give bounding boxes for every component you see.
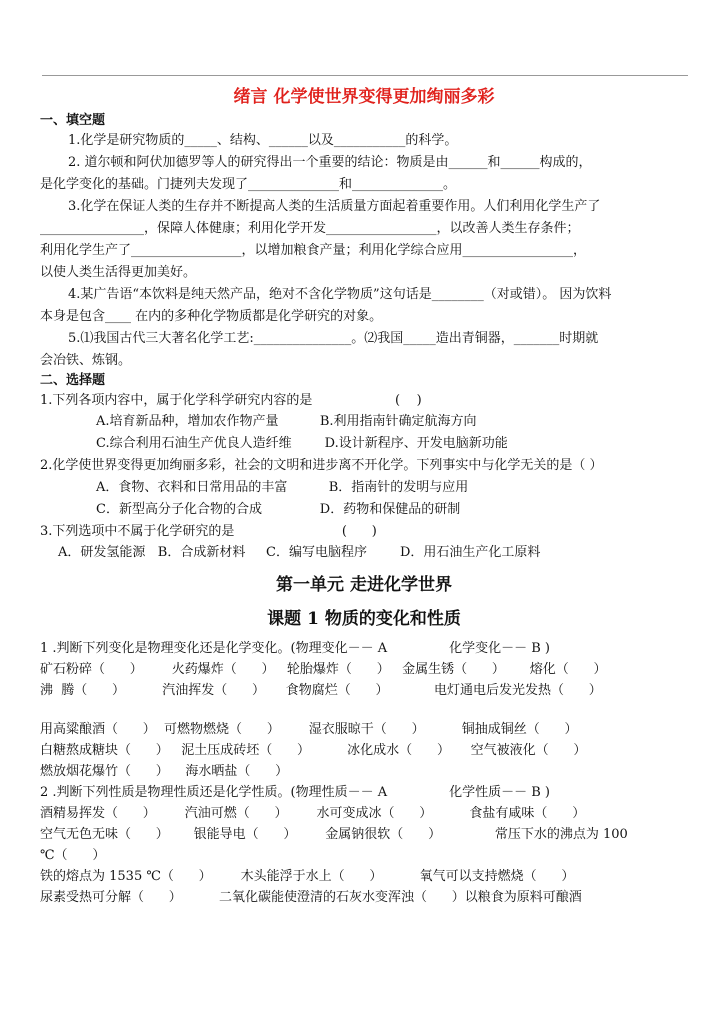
unit-title: 第一单元 走进化学世界 [276, 575, 452, 595]
change-question: 1 .判断下列变化是物理变化还是化学变化。(物理变化－－ A 化学变化－－ B ) [40, 641, 551, 656]
choice-q2-options-cd: C．新型高分子化合物的合成 D．药物和保健品的研制 [96, 502, 461, 517]
property-row-3: 铁的熔点为 1535 ℃（ ） 木头能浮于水上（ ） 氧气可以支持燃烧（ ） [40, 869, 575, 884]
fill-q1: 1.化学是研究物质的_____、结构、______以及___________的科学。 [68, 133, 458, 148]
section1-heading: 一、填空题 [40, 113, 106, 128]
property-row-2-cont: ℃（ ） [40, 848, 106, 863]
change-row-1: 矿石粉碎（ ） 火药爆炸（ ） 轮胎爆炸（ ） 金属生锈（ ） 熔化（ ） [40, 662, 607, 677]
choice-q2: 2.化学使世界变得更加绚丽多彩，社会的文明和进步离不开化学。下列事实中与化学无关的是（ ） [40, 458, 603, 473]
property-question: 2 .判断下列性质是物理性质还是化学性质。(物理性质－－ A 化学性质－－ B ) [40, 785, 551, 800]
change-row-3: 用高粱酿酒（ ） 可燃物燃烧（ ） 湿衣服晾干（ ） 铜抽成铜丝（ ） [40, 722, 578, 737]
fill-q2-line1: 2. 道尔顿和阿伏加德罗等人的研究得出一个重要的结论：物质是由______和______构成的， [68, 155, 592, 170]
property-row-4: 尿素受热可分解（ ） 二氧化碳能使澄清的石灰水变浑浊（ ）以粮食为原料可酿酒 [40, 890, 582, 905]
fill-q5-line2: 会冶铁、炼钢。 [40, 353, 132, 368]
choice-q1-options-ab: A.培育新品种，增加农作物产量 B.利用指南针确定航海方向 [96, 414, 477, 429]
fill-q4-line1: 4.某广告语“本饮料是纯天然产品，绝对不含化学物质”这句话是________（对或错）。 因为饮料 [68, 287, 612, 302]
change-row-4: 白糖熬成糖块（ ） 泥土压成砖坯（ ） 冰化成水（ ） 空气被液化（ ） [40, 743, 587, 758]
choice-q3: 3.下列选项中不属于化学研究的是 ( ) [40, 524, 377, 539]
fill-q2-line2: 是化学变化的基础。门捷列夫发现了______________和______________。 [40, 177, 457, 192]
section2-heading: 二、选择题 [40, 373, 106, 388]
fill-q3-line3: 利用化学生产了_________________，以增加粮食产量；利用化学综合应用_________________， [40, 243, 587, 258]
fill-q3-line2: ________________，保障人体健康；利用化学开发_________________，以改善人类生存条件； [40, 221, 580, 236]
fill-q5-line1: 5.⑴我国古代三大著名化学工艺:_______________。⑵我国_____造出青铜器，_______时期就 [68, 331, 599, 346]
property-row-1: 酒精易挥发（ ） 汽油可燃（ ） 水可变成冰（ ） 食盐有咸味（ ） [40, 806, 586, 821]
page-title: 绪言 化学使世界变得更加绚丽多彩 [233, 87, 495, 107]
document-page [40, 80, 688, 908]
choice-q1: 1.下列各项内容中，属于化学科学研究内容的是 ( ) [40, 393, 422, 408]
change-row-5: 燃放烟花爆竹（ ） 海水晒盐（ ） [40, 764, 289, 779]
lesson-title: 课题 1 物质的变化和性质 [267, 609, 461, 629]
header-rule [42, 75, 688, 76]
choice-q2-options-ab: A．食物、衣料和日常用品的丰富 B．指南针的发明与应用 [96, 480, 469, 495]
fill-q4-line2: 本身是包含____ 在内的多种化学物质都是化学研究的对象。 [40, 309, 383, 324]
spacer [40, 701, 688, 719]
change-row-2: 沸 腾（ ） 汽油挥发（ ） 食物腐烂（ ） 电灯通电后发光发热（ ） [40, 683, 602, 698]
choice-q1-options-cd: C.综合利用石油生产优良人造纤维 D.设计新程序、开发电脑新功能 [96, 436, 508, 451]
fill-q3-line4: 以使人类生活得更加美好。 [40, 265, 197, 280]
fill-q3-line1: 3.化学在保证人类的生存并不断提高人类的生活质量方面起着重要作用。人们利用化学生产了 [68, 199, 601, 214]
choice-q3-options: A．研发氢能源 B．合成新材料 C．编写电脑程序 D．用石油生产化工原料 [58, 545, 541, 560]
property-row-2: 空气无色无味（ ） 银能导电（ ） 金属钠很软（ ） 常压下水的沸点为 100 [40, 827, 628, 842]
